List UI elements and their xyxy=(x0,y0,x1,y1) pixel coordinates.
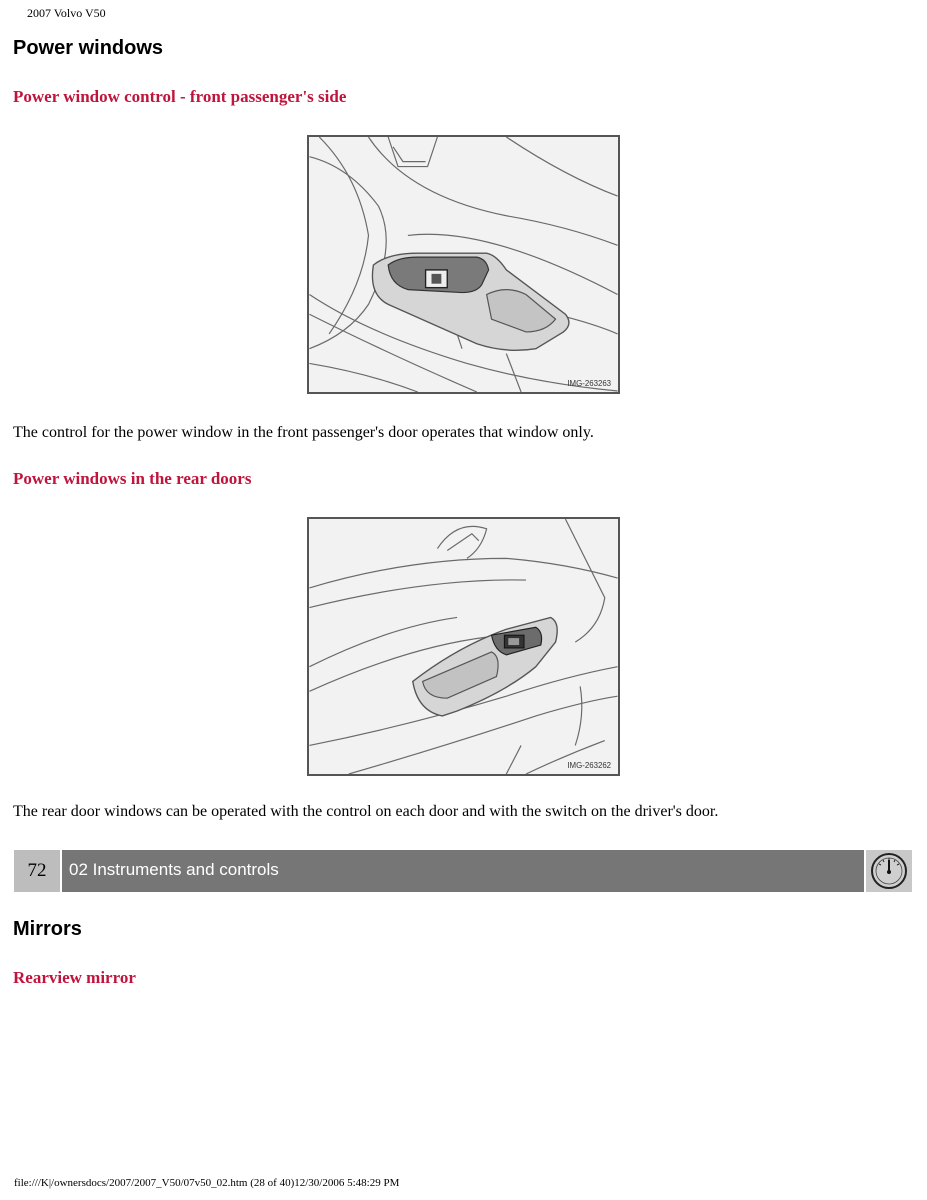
image-label-2: IMG-263262 xyxy=(567,761,612,771)
figure-rear-door xyxy=(307,517,620,776)
door-panel-illustration-front xyxy=(309,137,618,392)
subheading-rear-doors: Power windows in the rear doors xyxy=(13,469,252,488)
chapter-title: 02 Instruments and controls xyxy=(62,850,864,892)
caption-front-passenger: The control for the power window in the front passenger's door operates that window only. xyxy=(13,424,594,441)
figure-front-passenger-door xyxy=(307,135,620,394)
section-title-mirrors: Mirrors xyxy=(13,918,82,940)
page-number: 72 xyxy=(14,850,60,892)
file-path-footer: file:///K|/ownersdocs/2007/2007_V50/07v50_02.htm (28 of 40)12/30/2006 5:48:29 PM xyxy=(14,1177,400,1189)
image-label-1: IMG-263263 xyxy=(567,379,612,389)
subheading-rearview-mirror: Rearview mirror xyxy=(13,968,136,987)
caption-rear-doors: The rear door windows can be operated with the control on each door and with the switch on the driver's door. xyxy=(13,803,719,820)
chapter-bar xyxy=(14,850,912,892)
subheading-front-passenger-control: Power window control - front passenger's side xyxy=(13,87,347,106)
door-panel-illustration-rear xyxy=(309,519,618,774)
gauge-icon xyxy=(866,850,912,892)
document-title: 2007 Volvo V50 xyxy=(27,6,106,20)
section-title-power-windows: Power windows xyxy=(13,37,164,59)
